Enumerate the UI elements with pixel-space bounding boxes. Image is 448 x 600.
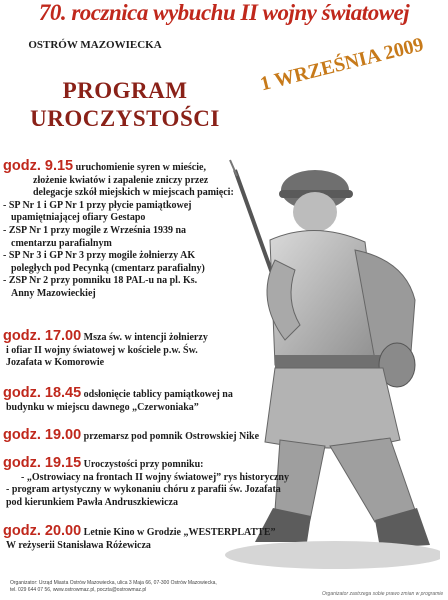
event-time: godz. 18.45 xyxy=(3,385,82,401)
program-change-note: Organizator zastrzega sobie prawo zmian w programie xyxy=(322,591,444,597)
event-line: - ZSP Nr 2 przy pomniku 18 PAL-u na pl. Ks. xyxy=(3,275,198,287)
event-line: - „Ostrowiacy na frontach II wojny światowej” rys historyczny xyxy=(21,471,289,483)
event-line: Jozafata w Komorowie xyxy=(6,357,105,369)
program-heading-line1: PROGRAM xyxy=(62,78,188,103)
event-desc: uruchomienie syren w mieście, xyxy=(75,162,206,173)
event-line: poległych pod Pecynką (cmentarz parafialny) xyxy=(11,262,205,274)
event-desc: przemarsz pod pomnik Ostrowskiej Nike xyxy=(83,431,260,442)
event-line: - SP Nr 3 i GP Nr 3 przy mogile żołnierzy AK xyxy=(3,250,196,262)
event-1845 xyxy=(3,387,273,414)
organizer-contact: tel. 029 644 07 56, www.ostrowmaz.pl, poczta@ostrowmaz.pl xyxy=(10,587,147,593)
event-line: upamiętniającej ofiary Gestapo xyxy=(11,212,146,224)
event-line: cmentarzu parafialnym xyxy=(11,237,112,249)
event-line: - SP Nr 1 i GP Nr 1 przy płycie pamiątkowej xyxy=(3,199,192,211)
event-time: godz. 17.00 xyxy=(3,328,82,344)
event-line: i ofiar II wojny światowej w kościele p.w. Św. xyxy=(6,344,198,356)
event-line: budynku w miejscu dawnego „Czerwoniaka” xyxy=(6,401,199,413)
organizer-line: Organizator: Urząd Miasta Ostrów Mazowiecka, ulica 3 Maja 66, 07-300 Ostrów Mazowiecka, xyxy=(10,580,217,586)
event-line: W reżyserii Stanisława Różewicza xyxy=(6,539,151,551)
event-time: godz. 19.00 xyxy=(3,427,82,443)
event-date: 1 WRZEŚNIA 2009 xyxy=(258,33,426,96)
organizer-info xyxy=(10,580,217,594)
program-heading-line2: UROCZYSTOŚCI xyxy=(30,106,220,131)
event-desc: Uroczystości przy pomniku: xyxy=(83,459,204,470)
event-line: Anny Mazowieckiej xyxy=(11,287,96,299)
event-desc: Msza św. w intencji żołnierzy xyxy=(83,332,208,343)
event-2000 xyxy=(3,525,283,552)
event-line: pod kierunkiem Pawła Andruszkiewicza xyxy=(6,496,178,508)
event-1700 xyxy=(3,330,273,370)
event-line: delegacje szkół miejskich w miejscach pamięci: xyxy=(33,187,234,199)
event-0915 xyxy=(3,160,273,301)
event-line: złożenie kwiatów i zapalenie zniczy przez xyxy=(33,174,209,186)
event-1915 xyxy=(3,457,303,509)
event-desc: odsłonięcie tablicy pamiątkowej na xyxy=(83,389,233,400)
event-time: godz. 19.15 xyxy=(3,455,82,471)
poster-title: 70. rocznica wybuchu II wojny światowej xyxy=(38,0,410,25)
event-line: - ZSP Nr 1 przy mogile z Września 1939 na xyxy=(3,224,187,236)
event-1900 xyxy=(3,429,273,444)
event-desc: Letnie Kino w Grodzie „WESTERPLATTE” xyxy=(83,527,276,538)
city-name: OSTRÓW MAZOWIECKA xyxy=(28,39,162,51)
event-time: godz. 20.00 xyxy=(3,523,82,539)
event-line: - program artystyczny w wykonaniu chóru z parafii św. Jozafata xyxy=(6,484,281,496)
event-time: godz. 9.15 xyxy=(3,158,74,174)
